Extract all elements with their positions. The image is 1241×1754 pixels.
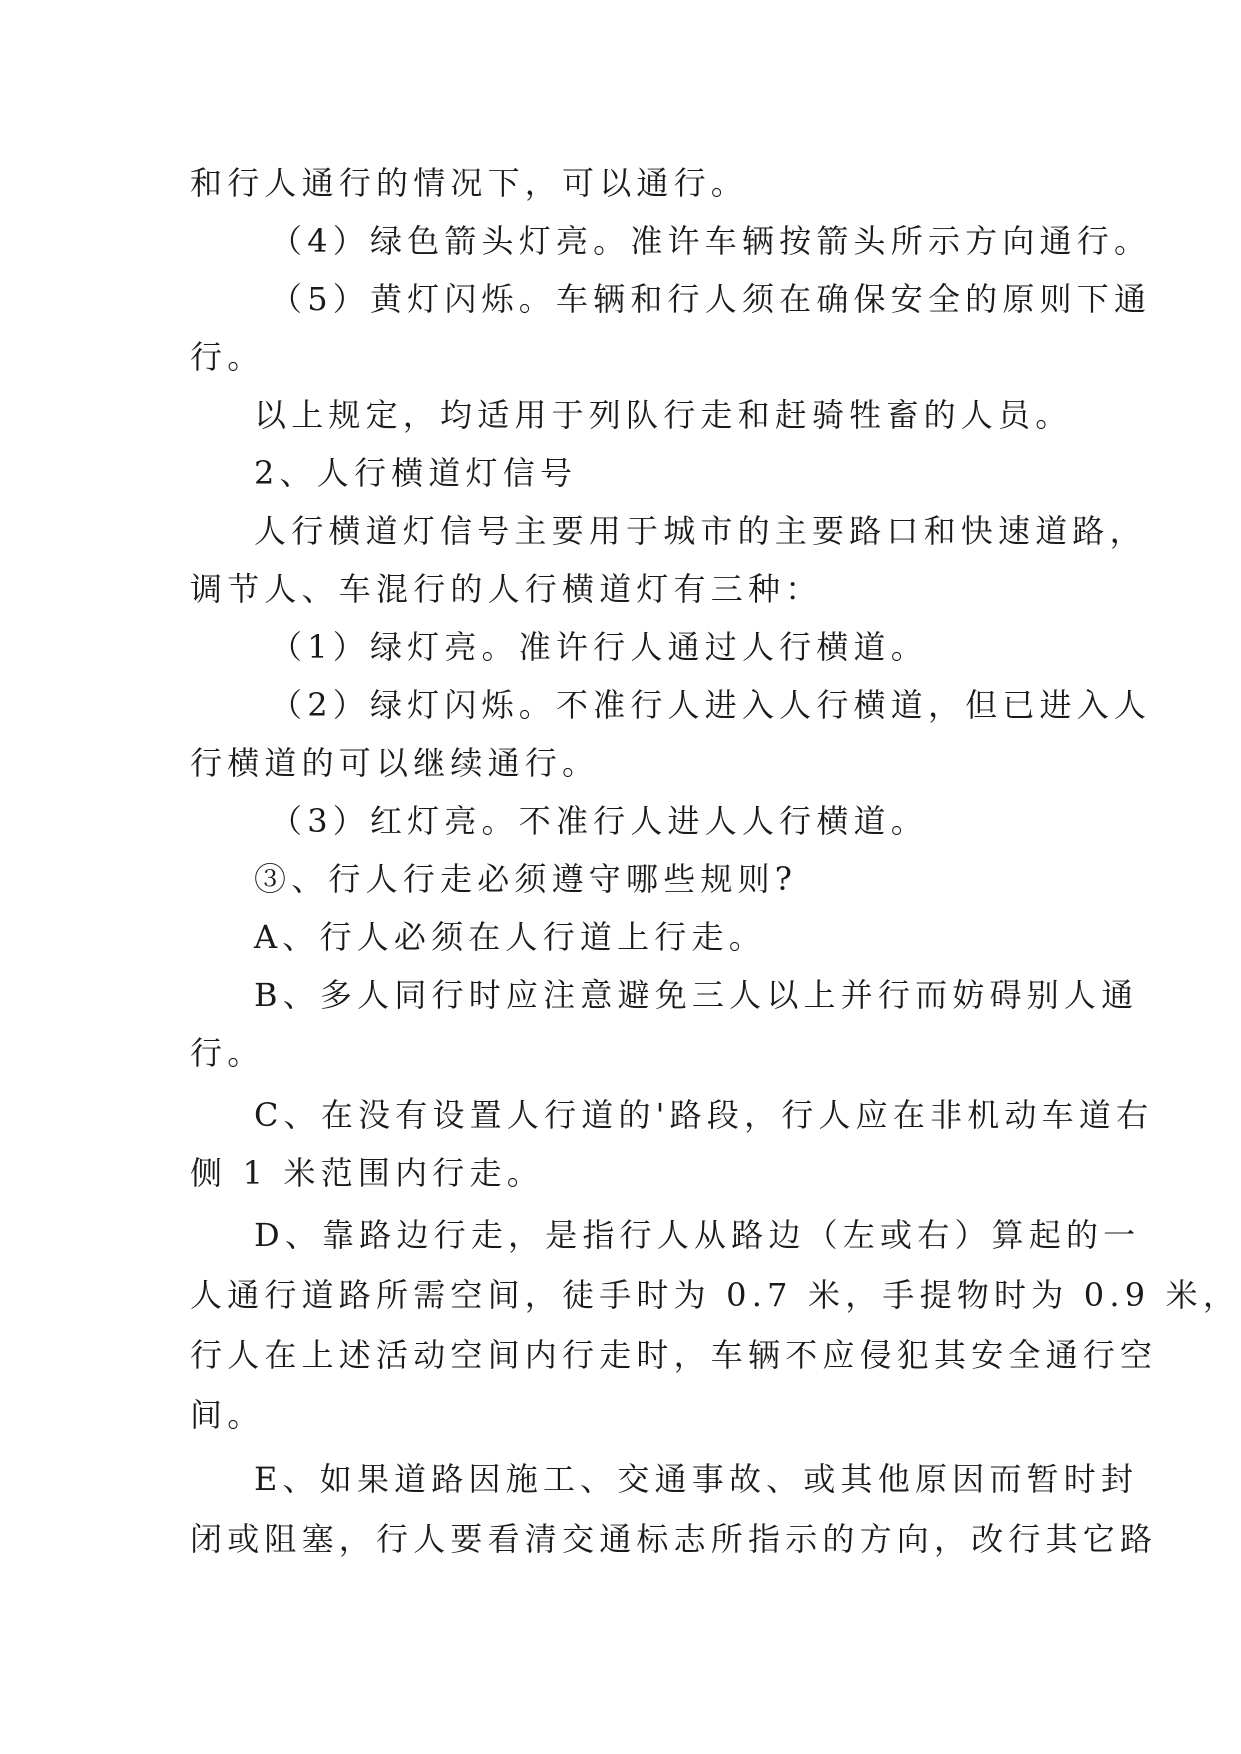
text-line: 侧 1 米范围内行走。 (190, 1154, 544, 1192)
text-line: （5）黄灯闪烁。车辆和行人须在确保安全的原则下通 (270, 280, 1152, 318)
text-line: 以上规定，均适用于列队行走和赶骑牲畜的人员。 (254, 396, 1073, 434)
text-line: 闭或阻塞，行人要看清交通标志所指示的方向，改行其它路 (190, 1520, 1158, 1558)
section-heading: 2、人行横道灯信号 (254, 454, 578, 492)
text-line: （3）红灯亮。不准行人进人人行横道。 (270, 802, 928, 840)
text-line: 行人在上述活动空间内行走时，车辆不应侵犯其安全通行空 (190, 1336, 1158, 1374)
text-line: 人通行道路所需空间，徒手时为 0.7 米，手提物时为 0.9 米， (190, 1276, 1241, 1314)
text-line: 行。 (190, 338, 265, 376)
text-line: B、多人同行时应注意避免三人以上并行而妨碍别人通 (254, 976, 1139, 1014)
text-line: D、靠路边行走，是指行人从路边（左或右）算起的一 (254, 1216, 1141, 1254)
text-line: （1）绿灯亮。准许行人通过人行横道。 (270, 628, 928, 666)
text-line: 人行横道灯信号主要用于城市的主要路口和快速道路， (254, 512, 1147, 550)
text-line: 调节人、车混行的人行横道灯有三种： (190, 570, 823, 608)
text-line: （4）绿色箭头灯亮。准许车辆按箭头所示方向通行。 (270, 222, 1152, 260)
text-line: （2）绿灯闪烁。不准行人进入人行横道，但已进入人 (270, 686, 1152, 724)
text-line: E、如果道路因施工、交通事故、或其他原因而暂时封 (254, 1460, 1139, 1498)
text-line: 和行人通行的情况下，可以通行。 (190, 164, 749, 202)
text-line: 行横道的可以继续通行。 (190, 744, 600, 782)
section-heading: ③、行人行走必须遵守哪些规则? (254, 860, 798, 898)
text-line: A、行人必须在人行道上行走。 (254, 918, 766, 956)
text-line: 间。 (190, 1396, 265, 1434)
text-line: C、在没有设置人行道的'路段，行人应在非机动车道右 (254, 1096, 1154, 1134)
text-line: 行。 (190, 1034, 265, 1072)
